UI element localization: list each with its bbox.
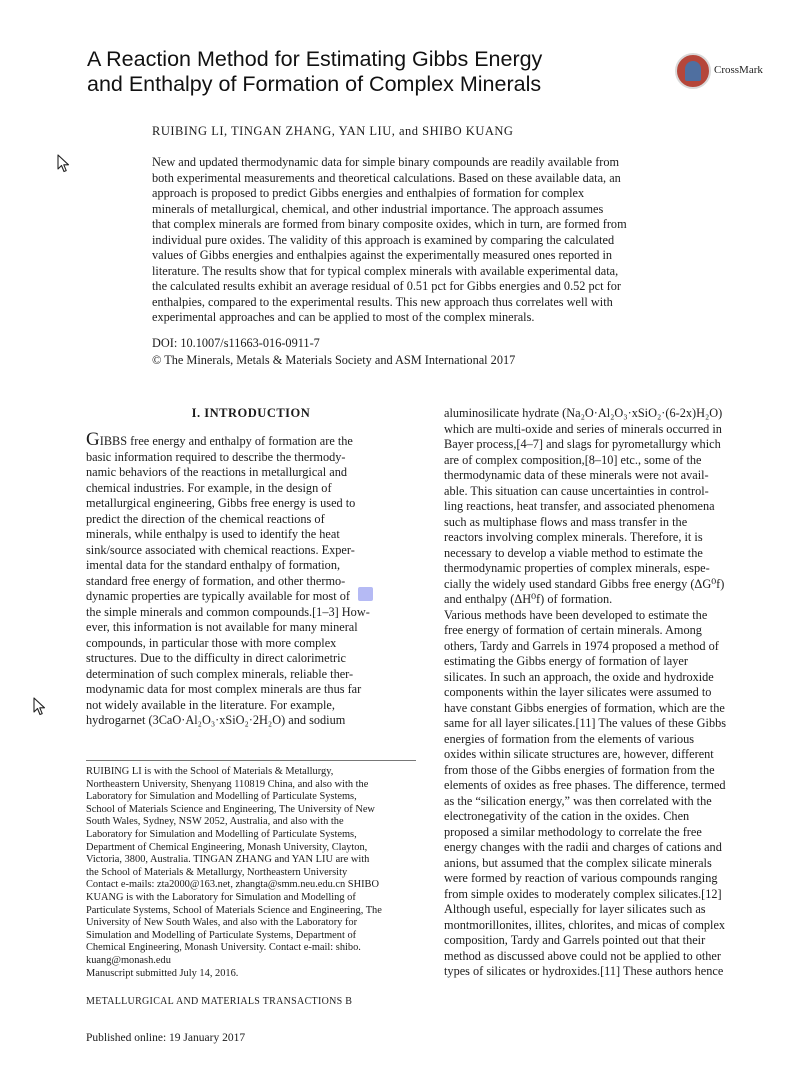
text-line: electronegativity of the cation in the oxides. Chen [444, 809, 690, 823]
text-line: free energy of formation of certain minerals. Among [444, 623, 702, 637]
author-list: RUIBING LI, TINGAN ZHANG, YAN LIU, and SHIBO KUANG [152, 124, 514, 138]
footnote-line: Laboratory for Simulation and Modelling of Particulate Systems, [86, 828, 357, 840]
published-date: Published online: 19 January 2017 [86, 1032, 246, 1044]
right-column-text [444, 406, 774, 980]
text-line: structures. Due to the difficulty in direct calorimetric [86, 651, 346, 665]
text-line: Various methods have been developed to estimate the [444, 607, 708, 622]
text-line: Bayer process,[4–7] and slags for pyrometallurgy which [444, 437, 721, 451]
footnote-line: Contact e-mails: zta2000@163.net, zhangta@smm.neu.edu.cn SHIBO [86, 879, 379, 891]
footnote-line: Chemical Engineering, Monash University. Contact e-mail: shibo. [86, 942, 361, 954]
text-line: minerals, while enthalpy is used to identify the heat [86, 527, 340, 541]
text-line: montmorillonites, illites, chlorites, and micas of complex [444, 917, 726, 932]
text-line: aluminosilicate hydrate (Na₂O·Al₂O₃·xSiO₂·(6-2x)H₂O) [444, 406, 723, 420]
left-column-text [86, 429, 416, 729]
text-line: elements of oxides as free phases. The difference, termed [444, 778, 726, 792]
footnote-line: University of New South Wales, and also with the Laboratory for [86, 917, 358, 929]
footnote-line: RUIBING LI is with the School of Materials & Metallurgy, [86, 766, 334, 777]
doi-link[interactable]: DOI: 10.1007/s11663-016-0911-7 [152, 336, 320, 350]
footnote-line: Particulate Systems, School of Materials Science and Engineering, The [86, 904, 382, 916]
footnote-line: Simulation and Modelling of Particulate Systems, Department of [86, 929, 357, 941]
text-line: dynamic properties are typically available for most of [86, 589, 350, 603]
text-line: components within the layer silicates were assumed to [444, 685, 712, 699]
text-line: the simple minerals and common compounds.[1–3] How- [86, 604, 370, 619]
footnote-line: Department of Chemical Engineering, Monash University, Clayton, [86, 841, 368, 853]
abstract-line: individual pure oxides. The validity of this approach is examined by comparing the calculated [152, 232, 615, 247]
text-line: have constant Gibbs energies of formation, which are the [444, 700, 725, 715]
text-line: oxides within silicate structures are, however, different [444, 747, 714, 761]
footnote-divider [86, 760, 416, 761]
text-line: method as discussed above could not be applied to other [444, 948, 721, 963]
text-line: and enthalpy (ΔH⁰f) of formation. [444, 592, 613, 606]
text-line: metallurgical engineering, Gibbs free energy is used to [86, 496, 356, 510]
text-line: modynamic data for most complex minerals are thus far [86, 682, 362, 696]
text-line: cially the widely used standard Gibbs free energy (ΔG⁰f) [444, 576, 725, 591]
text-line: able. This situation can cause uncertainties in control- [444, 483, 709, 498]
crossmark-icon [675, 53, 711, 89]
footnote-line: School of Materials Science and Engineering, The University of New [86, 803, 375, 815]
text-line: same for all layer silicates.[11] The values of these Gibbs [444, 716, 727, 730]
text-line: necessary to develop a viable method to estimate the [444, 545, 703, 560]
text-line: ever, this information is not available for many mineral [86, 620, 358, 634]
text-line [86, 429, 416, 450]
footnote-line: the School of Materials & Metallurgy, Northeastern University [86, 866, 348, 878]
text-line: anions, but assumed that the complex silicate minerals [444, 855, 712, 870]
crossmark-label: CrossMark [714, 64, 763, 76]
text-line: others, Tardy and Garrels in 1974 proposed a method of [444, 638, 719, 653]
text-line: chemical industries. For example, in the design of [86, 480, 332, 495]
text-line: are of complex composition,[8–10] etc., some of the [444, 452, 702, 467]
footnote-line: kuang@monash.edu [86, 954, 171, 966]
text-line: were formed by reaction of various compounds ranging [444, 871, 718, 885]
text-line: reactors involving complex minerals. Therefore, it is [444, 530, 703, 544]
text-line: ling reactions, heat transfer, and associated phenomena [444, 499, 715, 513]
footnote-line: Victoria, 3800, Australia. TINGAN ZHANG and YAN LIU are with [86, 854, 370, 866]
text-line: which are multi-oxide and series of minerals occurred in [444, 421, 722, 436]
footnote-line: South Wales, Sydney, NSW 2052, Australia, and also with the [86, 816, 344, 828]
text-line: types of silicates or hydroxides.[11] These authors hence [444, 964, 724, 978]
text-line-content: IBBS free energy and enthalpy of formation are the [99, 434, 353, 448]
text-line: composition, Tardy and Garrels pointed out that their [444, 933, 706, 947]
footnote-line: Northeastern University, Shenyang 110819 China, and also with the [86, 778, 369, 790]
manuscript-submitted: Manuscript submitted July 14, 2016. [86, 967, 239, 979]
abstract [152, 155, 712, 326]
title-line: and Enthalpy of Formation of Complex Minerals [87, 72, 542, 96]
text-line: energies of formation from the elements of various [444, 731, 695, 746]
text-selection-highlight [358, 587, 373, 601]
text-line: from simple oxides to moderately complex silicates.[12] [444, 886, 722, 901]
section-heading: I. INTRODUCTION [191, 406, 311, 420]
abstract-line: minerals of metallurgical, chemical, and other industrial importance. The approach assumes [152, 201, 604, 216]
text-line: as the “silication energy,” was then correlated with the [444, 793, 712, 808]
copyright: © The Minerals, Metals & Materials Society and ASM International 2017 [152, 353, 516, 367]
text-line: sink/source associated with chemical reactions. Exper- [86, 542, 355, 557]
text-line: standard free energy of formation, and other thermo- [86, 573, 346, 588]
text-line: hydrogarnet (3CaO·Al₂O₃·xSiO₂·2H₂O) and sodium [86, 713, 346, 727]
text-line: imental data for the standard enthalpy of formation, [86, 558, 341, 572]
abstract-line: values of Gibbs energies and enthalpies against the experimentally measured ones reported in [152, 248, 613, 262]
text-line: namic behaviors of the reactions in metallurgical and [86, 465, 347, 479]
text-line: compounds, in particular those with more complex [86, 635, 337, 650]
crossmark-badge[interactable] [675, 53, 775, 93]
author-affiliation-footnote [86, 766, 416, 980]
text-line: energy changes with the radii and charges of cations and [444, 840, 722, 854]
text-line: Although useful, especially for layer silicates such as [444, 902, 706, 916]
text-line: such as multiphase flows and mass transfer in the [444, 514, 688, 529]
text-line: thermodynamic properties of complex minerals, espe- [444, 561, 710, 575]
abstract-line: both experimental measurements and theoretical calculations. Based on these available data, an [152, 170, 621, 185]
abstract-line: enthalpies, compared to the experimental results. This new approach thus correlates well with [152, 294, 613, 309]
text-line: basic information required to describe the thermody- [86, 449, 346, 464]
text-line: estimating the Gibbs energy of formation of layer [444, 654, 688, 668]
text-line: determination of such complex minerals, reliable ther- [86, 666, 354, 681]
abstract-line: literature. The results show that for typical complex minerals with available experimental data, [152, 263, 619, 278]
text-line: predict the direction of the chemical reactions of [86, 511, 325, 526]
abstract-line: the calculated results exhibit an average residual of 0.51 pct for Gibbs energies and 0.52 pct for [152, 279, 621, 293]
text-line: not widely available in the literature. For example, [86, 697, 335, 712]
mouse-pointer-icon [33, 697, 47, 717]
abstract-line: approach is proposed to predict Gibbs energies and enthalpies of formation for complex [152, 186, 585, 200]
text-line: thermodynamic data of these minerals were not avail- [444, 468, 709, 482]
footnote-line: Laboratory for Simulation and Modelling of Particulate Systems, [86, 791, 357, 803]
doi-block [152, 335, 515, 369]
abstract-line: experimental approaches and can be applied to most of the complex minerals. [152, 310, 535, 324]
text-line: silicates. In such an approach, the oxide and hydroxide [444, 669, 714, 684]
title-line: A Reaction Method for Estimating Gibbs Energy [87, 47, 543, 71]
drop-cap: G [86, 429, 100, 450]
abstract-line: New and updated thermodynamic data for simple binary compounds are readily available from [152, 155, 620, 169]
paper-title [87, 47, 667, 97]
mouse-pointer-icon [57, 154, 71, 174]
abstract-line: that complex minerals are formed from binary composite oxides, which in turn, are formed from [152, 217, 627, 231]
footnote-line: KUANG is with the Laboratory for Simulation and Modelling of [86, 891, 356, 903]
journal-name: METALLURGICAL AND MATERIALS TRANSACTIONS B [86, 996, 353, 1007]
text-line: from those of the Gibbs energies of formation from the [444, 762, 715, 777]
text-line: proposed a similar methodology to correlate the free [444, 824, 702, 839]
